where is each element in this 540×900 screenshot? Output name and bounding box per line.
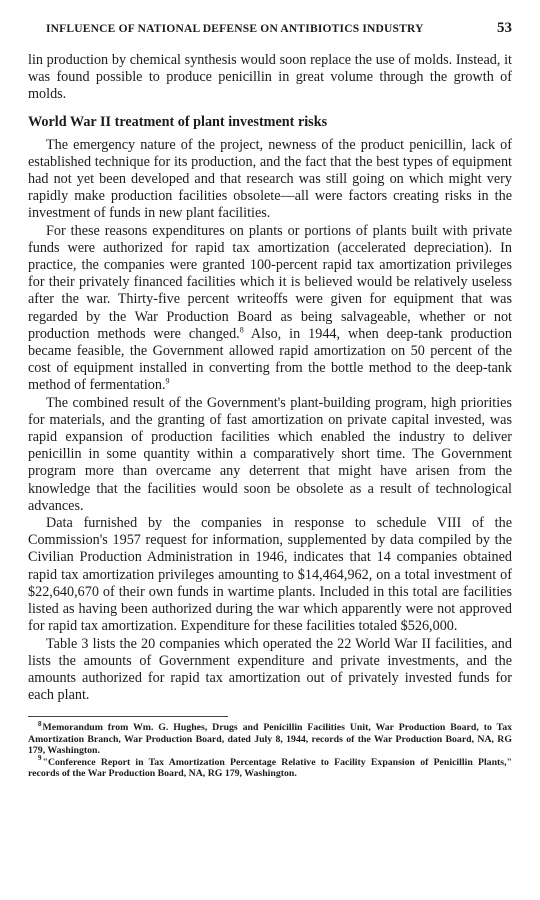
footnote-text: "Conference Report in Tax Amortization Percentage Relative to Facility Expansion of Penicillin Plants," records of the War Production Board, NA, RG 179, Washington. (28, 756, 512, 779)
paragraph-1: The emergency nature of the project, newness of the product penicillin, lack of established technique for its production, and the fact that the best types of equipment had not yet been developed and that research was still going on which might very rapidly make production facilities obsolete—all were factors creating risks in the investment of funds in new plant facilities. (28, 136, 512, 222)
footnote-mark: 8 (38, 720, 42, 729)
section-heading: World War II treatment of plant investment risks (28, 113, 328, 130)
footnote-9 (28, 754, 512, 780)
footnote-mark: 9 (38, 754, 42, 763)
running-head (28, 20, 512, 44)
paragraph-2 (28, 223, 512, 395)
footnote-text: Memorandum from Wm. G. Hughes, Drugs and Penicillin Facilities Unit, War Production Board, to Tax Amortization Branch, War Production Board, dated July 8, 1944, records of the War Production Board, NA, RG 179, Washington. (28, 722, 512, 757)
page-number: 53 (497, 20, 512, 36)
footnote-divider (28, 716, 228, 717)
footnote-ref-9: 9 (165, 376, 170, 386)
paragraph-2-part-2: Also, in 1944, when deep-tank production became feasible, the Government allowed rapid amortization on 50 percent of the cost of equipment installed in converting from the bottle method to the deep-tank method of fermentation. (28, 325, 512, 394)
running-title: INFLUENCE OF NATIONAL DEFENSE ON ANTIBIOTICS INDUSTRY (46, 23, 424, 35)
document-page (28, 20, 512, 779)
paragraph-4: Data furnished by the companies in response to schedule VIII of the Commission's 1957 request for information, supplemented by data compiled by the Civilian Production Administration in 1946, indicates that 14 companies obtained rapid tax amortization privileges amounting to $14,464,962, on a total investment of $22,640,670 of their own funds in wartime plants. Included in this total are facilities listed as having been authorized during the war which apparently were not approved for rapid tax amortization. Expenditure for these facilities totaled $526,000. (28, 515, 512, 635)
paragraph-2-part-1: For these reasons expenditures on plants or portions of plants built with private funds were authorized for rapid tax amortization (accelerated depreciation). In practice, the companies were granted 100-percent rapid tax amortization privileges for their privately financed facilities which it is believed would be relatively useless after the war. Thirty-five percent writeoffs were given for equipment that was regarded by the War Production Board as being salvageable, whether or not production methods were changed. (28, 222, 512, 342)
paragraph-5: Table 3 lists the 20 companies which operated the 22 World War II facilities, and lists the amounts of Government expenditure and private investments, and the amounts authorized for rapid tax amortization out of privately invested funds for each plant. (28, 635, 512, 704)
intro-paragraph: lin production by chemical synthesis would soon replace the use of molds. Instead, it was found possible to produce penicillin in great volume through the growth of molds. (28, 52, 512, 103)
footnote-ref-8: 8 (239, 325, 244, 335)
footnote-8 (28, 722, 512, 756)
paragraph-3: The combined result of the Government's plant-building program, high priorities for materials, and the granting of fast amortization on private capital invested, was rapid expansion of production facilities which enabled the industry to deliver penicillin in some quantity within a comparatively short time. The Government program more than overcame any deterrent that might have arisen from the knowledge that the facilities would soon be obsolete as a result of technological advances. (28, 394, 512, 514)
